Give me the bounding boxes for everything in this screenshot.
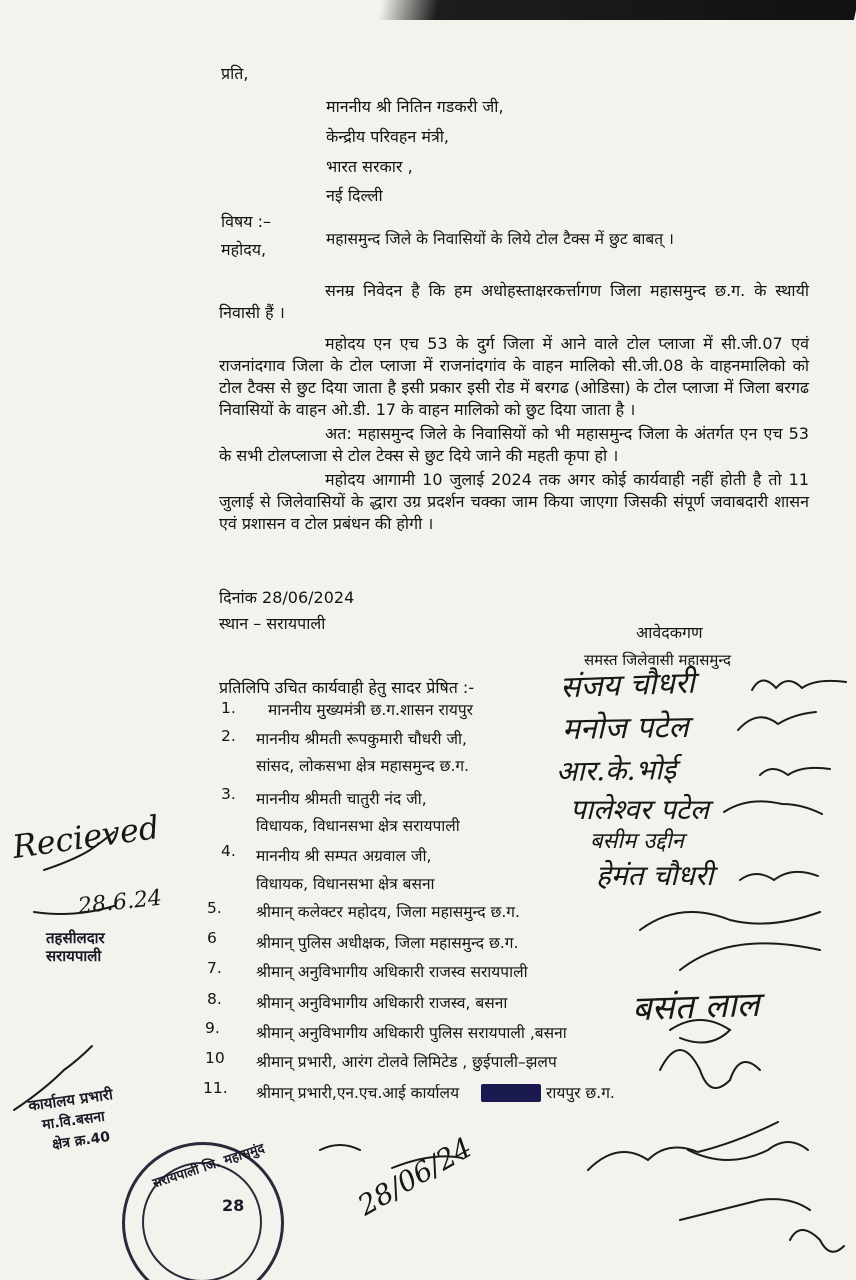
copy-item-number: 11.	[203, 1079, 228, 1097]
copy-item-line: श्रीमान् अनुविभागीय अधिकारी राजस्व सरायपाली	[256, 963, 528, 981]
recipient-line-3: भारत सरकार ,	[326, 157, 413, 176]
copy-item-number: 2.	[221, 727, 236, 745]
copy-item-number: 9.	[205, 1019, 220, 1037]
signature-name: मनोज पटेल	[561, 709, 689, 748]
office-stamp-line-3: क्षेत्र क्र.40	[51, 1129, 112, 1153]
copy-item-line: श्रीमान् प्रभारी, आरंग टोलवे लिमिटेड , छुईपाली–झलप	[256, 1053, 557, 1071]
signature-name: बसंत लाल	[631, 984, 761, 1030]
copy-item-number: 1.	[221, 699, 236, 717]
copy-item-line-2: विधायक, विधानसभा क्षेत्र बसना	[256, 875, 435, 893]
handwritten-date: 28/06/24	[352, 1130, 478, 1223]
copy-item-line: माननीय श्रीमती रूपकुमारी चौधरी जी,	[256, 730, 467, 748]
recipient-line-2: केन्द्रीय परिवहन मंत्री,	[326, 127, 450, 146]
copy-item-line: श्रीमान् अनुविभागीय अधिकारी पुलिस सरायपाली ,बसना	[256, 1024, 567, 1042]
copy-item-line: श्रीमान् अनुविभागीय अधिकारी राजस्व, बसना	[256, 994, 508, 1012]
paragraph-2: महोदय एन एच 53 के दुर्ग जिला में आने वाले टोल प्लाजा में सी.जी.07 एवं राजनांदगाव जिला के टोल प्लाजा में राजनांदगांव के वाहन मालिको सी.जी.08 के वाहनमालिको को टोल टैक्स से छुट दिया जाता है इसी प्रकार इसी रोड में बरगढ (ओडिसा) के टोल प्लाजा में जिला बरगढ निवासियों के वाहन ओ.डी. 17 के वाहन मालिको को छुट दिया जाता है ।	[219, 334, 809, 419]
subject-label: विषय :–	[221, 212, 272, 231]
applicants-label: आवेदकगण	[636, 623, 703, 642]
copy-item-number: 6	[207, 929, 217, 947]
copy-item-number: 3.	[221, 785, 236, 803]
applicants-name: समस्त जिलेवासी महासमुन्द	[584, 651, 731, 669]
copy-item-line-2: रायपुर छ.ग.	[546, 1084, 615, 1102]
copy-item-line: माननीय श्री सम्पत अग्रवाल जी,	[256, 847, 432, 865]
round-stamp-ring-text: सरायपाली जि. महासमुंद	[150, 1141, 267, 1192]
copy-item-number: 8.	[207, 990, 222, 1008]
place-line: स्थान – सरायपाली	[219, 614, 326, 633]
copy-item-line: माननीय श्रीमती चातुरी नंद जी,	[256, 790, 427, 808]
copy-item-number: 10	[205, 1049, 225, 1067]
tehsildar-stamp-line-1: तहसीलदार	[46, 929, 105, 947]
recipient-line-4: नई दिल्ली	[326, 186, 383, 205]
copy-item-number: 5.	[207, 899, 222, 917]
received-date: 28.6.24	[76, 885, 164, 920]
copy-item-line: श्रीमान् पुलिस अधीक्षक, जिला महासमुन्द छ.ग.	[256, 934, 519, 952]
signature-name: बसीम उद्दीन	[590, 829, 684, 854]
received-word: Recieved	[10, 807, 162, 867]
office-stamp-line-2: मा.वि.बसना	[41, 1108, 106, 1134]
copy-item-line-2: विधायक, विधानसभा क्षेत्र सरायपाली	[256, 817, 460, 835]
copy-item-number: 7.	[207, 959, 222, 977]
copy-item-line: श्रीमान् प्रभारी,एन.एच.आई कार्यालय	[256, 1084, 460, 1102]
salutation-to: प्रति,	[221, 64, 249, 83]
round-stamp-center: 28	[222, 1196, 245, 1215]
copy-item-number: 4.	[221, 842, 236, 860]
subject-text: महासमुन्द जिले के निवासियों के लिये टोल टैक्स में छुट बाबत् ।	[326, 230, 674, 248]
date-line: दिनांक 28/06/2024	[219, 588, 355, 607]
signature-name: आर.के.भोई	[555, 752, 677, 789]
tehsildar-stamp-line-2: सरायपाली	[46, 947, 102, 965]
greeting: महोदय,	[221, 240, 267, 259]
signature-name: संजय चौधरी	[559, 665, 696, 706]
recipient-line-1: माननीय श्री नितिन गडकरी जी,	[326, 97, 504, 116]
copy-item-line: माननीय मुख्यमंत्री छ.ग.शासन रायपुर	[268, 701, 474, 719]
copy-to-heading: प्रतिलिपि उचित कार्यवाही हेतु सादर प्रेषित :-	[219, 678, 475, 697]
signature-name: पालेश्वर पटेल	[570, 793, 709, 826]
paragraph-3: अत: महासमुन्द जिले के निवासियों को भी महासमुन्द जिला के अंतर्गत एन एच 53 के सभी टोलप्लाजा से टोल टेक्स से छुट दिये जाने की महती कृपा हो ।	[219, 424, 809, 465]
office-stamp-line-1: कार्यालय प्रभारी	[27, 1085, 114, 1115]
paragraph-1: सनम्र निवेदन है कि हम अधोहस्ताक्षरकर्त्तागण जिला महासमुन्द छ.ग. के स्थायी निवासी हैं ।	[219, 281, 809, 322]
paragraph-4: महोदय आगामी 10 जुलाई 2024 तक अगर कोई कार्यवाही नहीं होती है तो 11 जुलाई से जिलेवासियों के द्धारा उग्र प्रदर्शन चक्का जाम किया जाएगा जिसकी संपूर्ण जवाबदारी शासन एवं प्रशासन व टोल प्रबंधन की होगी ।	[219, 470, 809, 533]
copy-item-line-2: सांसद, लोकसभा क्षेत्र महासमुन्द छ.ग.	[256, 757, 470, 775]
copy-item-line: श्रीमान् कलेक्टर महोदय, जिला महासमुन्द छ.ग.	[256, 903, 520, 921]
signature-name: हेमंत चौधरी	[596, 859, 714, 892]
